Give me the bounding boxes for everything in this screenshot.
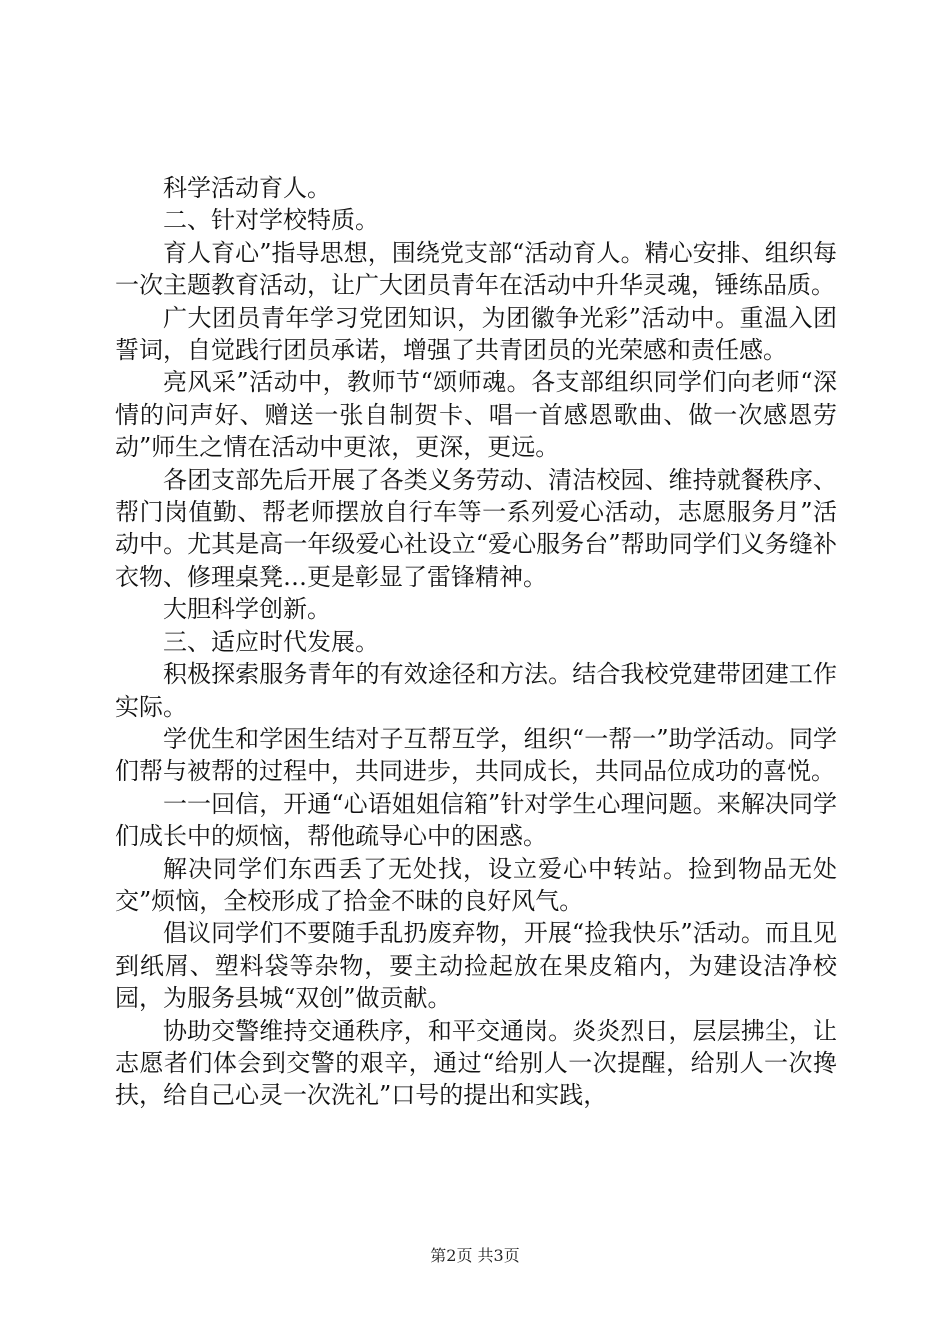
paragraph: 协助交警维持交通秩序，和平交通岗。炎炎烈日，层层拂尘，让志愿者们体会到交警的艰辛，通过“给别人一次提醒，给别人一次搀扶，给自己心灵一次洗礼”口号的提出和实践，	[115, 1016, 837, 1110]
paragraph: 育人育心”指导思想，围绕党支部“活动育人。精心安排、组织每一次主题教育活动，让广大团员青年在活动中升华灵魂，锤练品质。	[115, 238, 837, 300]
paragraph: 科学活动育人。	[163, 174, 331, 202]
paragraph: 大胆科学创新。	[163, 595, 331, 624]
paragraph: 解决同学们东西丢了无处找，设立爱心中转站。捡到物品无处交”烦恼，全校形成了拾金不昧的良好风气。	[115, 854, 837, 915]
paragraph: 学优生和学困生结对子互帮互学，组织“一帮一”助学活动。同学们帮与被帮的过程中，共同进步，共同成长，共同品位成功的喜悦。	[115, 724, 837, 786]
paragraph: 积极探索服务青年的有效途径和方法。结合我校党建带团建工作实际。	[115, 660, 837, 721]
paragraph: 各团支部先后开展了各类义务劳动、清洁校园、维持就餐秩序、帮门岗值勤、帮老师摆放自行车等一系列爱心活动，志愿服务月”活动中。尤其是高一年级爱心社设立“爱心服务台”帮助同学们义务缝补衣物、修理桌凳…更是彰显了雷锋精神。	[115, 465, 837, 591]
paragraph: 倡议同学们不要随手乱扔废弃物，开展“捡我快乐”活动。而且见到纸屑、塑料袋等杂物，要主动捡起放在果皮箱内，为建设洁净校园，为服务县城“双创”做贡献。	[115, 919, 837, 1013]
document-body	[115, 172, 837, 1112]
paragraph: 一一回信，开通“心语姐姐信箱”针对学生心理问题。来解决同学们成长中的烦恼，帮他疏导心中的困惑。	[115, 789, 837, 851]
paragraph: 亮风采”活动中，教师节“颂师魂。各支部组织同学们向老师“深情的问声好、赠送一张自制贺卡、唱一首感恩歌曲、做一次感恩劳动”师生之情在活动中更浓，更深，更远。	[115, 368, 837, 462]
page-number-footer: 第2页 共3页	[430, 1246, 520, 1265]
paragraph: 广大团员青年学习党团知识，为团徽争光彩”活动中。重温入团誓词，自觉践行团员承诺，增强了共青团员的光荣感和责任感。	[115, 303, 837, 365]
section-heading: 二、针对学校特质。	[163, 206, 379, 235]
section-heading: 三、适应时代发展。	[163, 627, 379, 656]
